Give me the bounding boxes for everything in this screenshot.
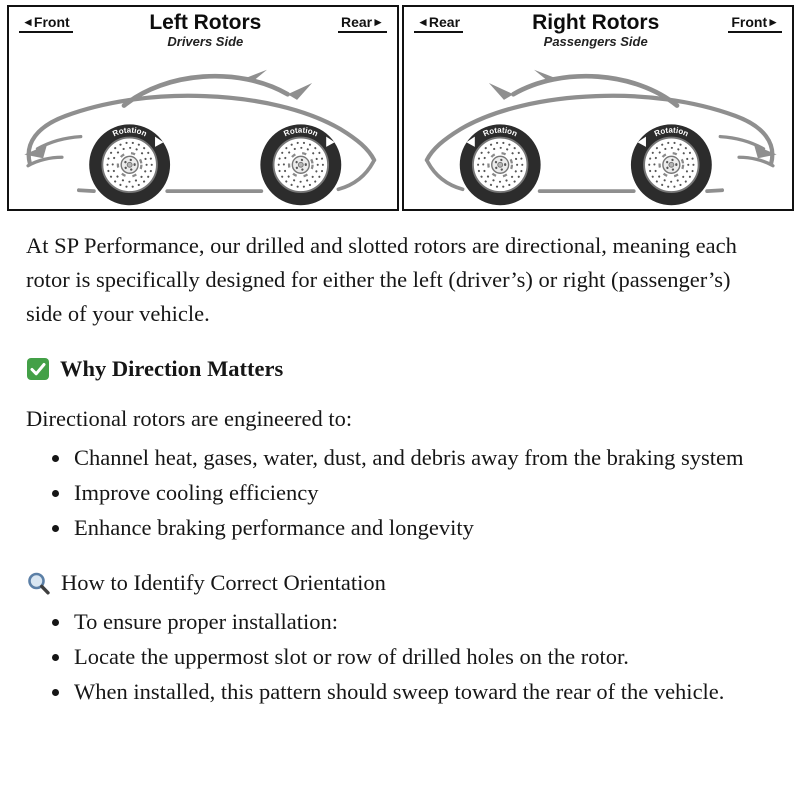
arrow-left-icon: ◄ — [417, 15, 429, 29]
right-panel-subtitle: Passengers Side — [543, 34, 648, 50]
rotation-label: Rotation — [282, 125, 320, 139]
left-panel-title-block — [149, 12, 261, 49]
left-panel-header — [9, 7, 397, 49]
left-panel-subtitle: Drivers Side — [167, 34, 244, 50]
list-item: • Improve cooling efficiency — [72, 477, 770, 509]
list-item: • Channel heat, gases, water, dust, and debris away from the braking system — [72, 442, 770, 474]
front-direction-label: Front► — [728, 14, 782, 33]
list-item: • To ensure proper installation: — [72, 606, 770, 638]
list-item: • Locate the uppermost slot or row of drilled holes on the rotor. — [72, 641, 770, 673]
why-direction-matters-heading — [26, 356, 770, 382]
checkmark-icon — [26, 357, 50, 381]
right-panel-title: Right Rotors — [532, 11, 660, 34]
right-panel-rear-rotor — [466, 126, 534, 199]
why-bullet-list — [26, 442, 770, 544]
article — [0, 211, 800, 708]
right-panel-front-rotor — [638, 126, 706, 199]
list-item: • When installed, this pattern should sweep toward the rear of the vehicle. — [72, 676, 770, 708]
arrow-right-icon: ► — [767, 15, 779, 29]
heading-text: How to Identify Correct Orientation — [61, 570, 386, 596]
front-direction-label: ◄Front — [19, 14, 73, 33]
right-panel-header — [404, 7, 792, 49]
left-rotors-panel — [7, 5, 399, 211]
rotation-label: Rotation — [111, 125, 149, 139]
rear-direction-label: ◄Rear — [414, 14, 463, 33]
rotation-label: Rotation — [481, 125, 519, 139]
right-panel-title-block — [532, 12, 659, 49]
identify-bullet-list — [26, 606, 770, 708]
magnifier-icon — [26, 571, 51, 596]
right-rotors-panel — [402, 5, 794, 211]
arrow-left-icon: ◄ — [22, 15, 34, 29]
arrow-right-icon: ► — [372, 15, 384, 29]
intro-paragraph: At SP Performance, our drilled and slotted rotors are directional, meaning each rotor is specifically designed for either the left (driver’s) or right (passenger’s) side of your vehicle. — [26, 233, 737, 326]
identify-orientation-heading — [26, 570, 770, 596]
rotation-label: Rotation — [652, 125, 690, 139]
left-panel-front-rotor — [96, 126, 164, 199]
car-illustration-left — [9, 51, 397, 209]
car-illustration-right — [404, 51, 792, 209]
rear-direction-label: Rear► — [338, 14, 387, 33]
left-panel-title: Left Rotors — [149, 11, 262, 34]
list-item: • Enhance braking performance and longevity — [72, 512, 770, 544]
lead-paragraph: Directional rotors are engineered to: — [26, 406, 353, 432]
rotor-direction-diagram — [0, 0, 800, 211]
left-panel-rear-rotor — [267, 126, 335, 199]
heading-text: Why Direction Matters — [60, 356, 284, 382]
